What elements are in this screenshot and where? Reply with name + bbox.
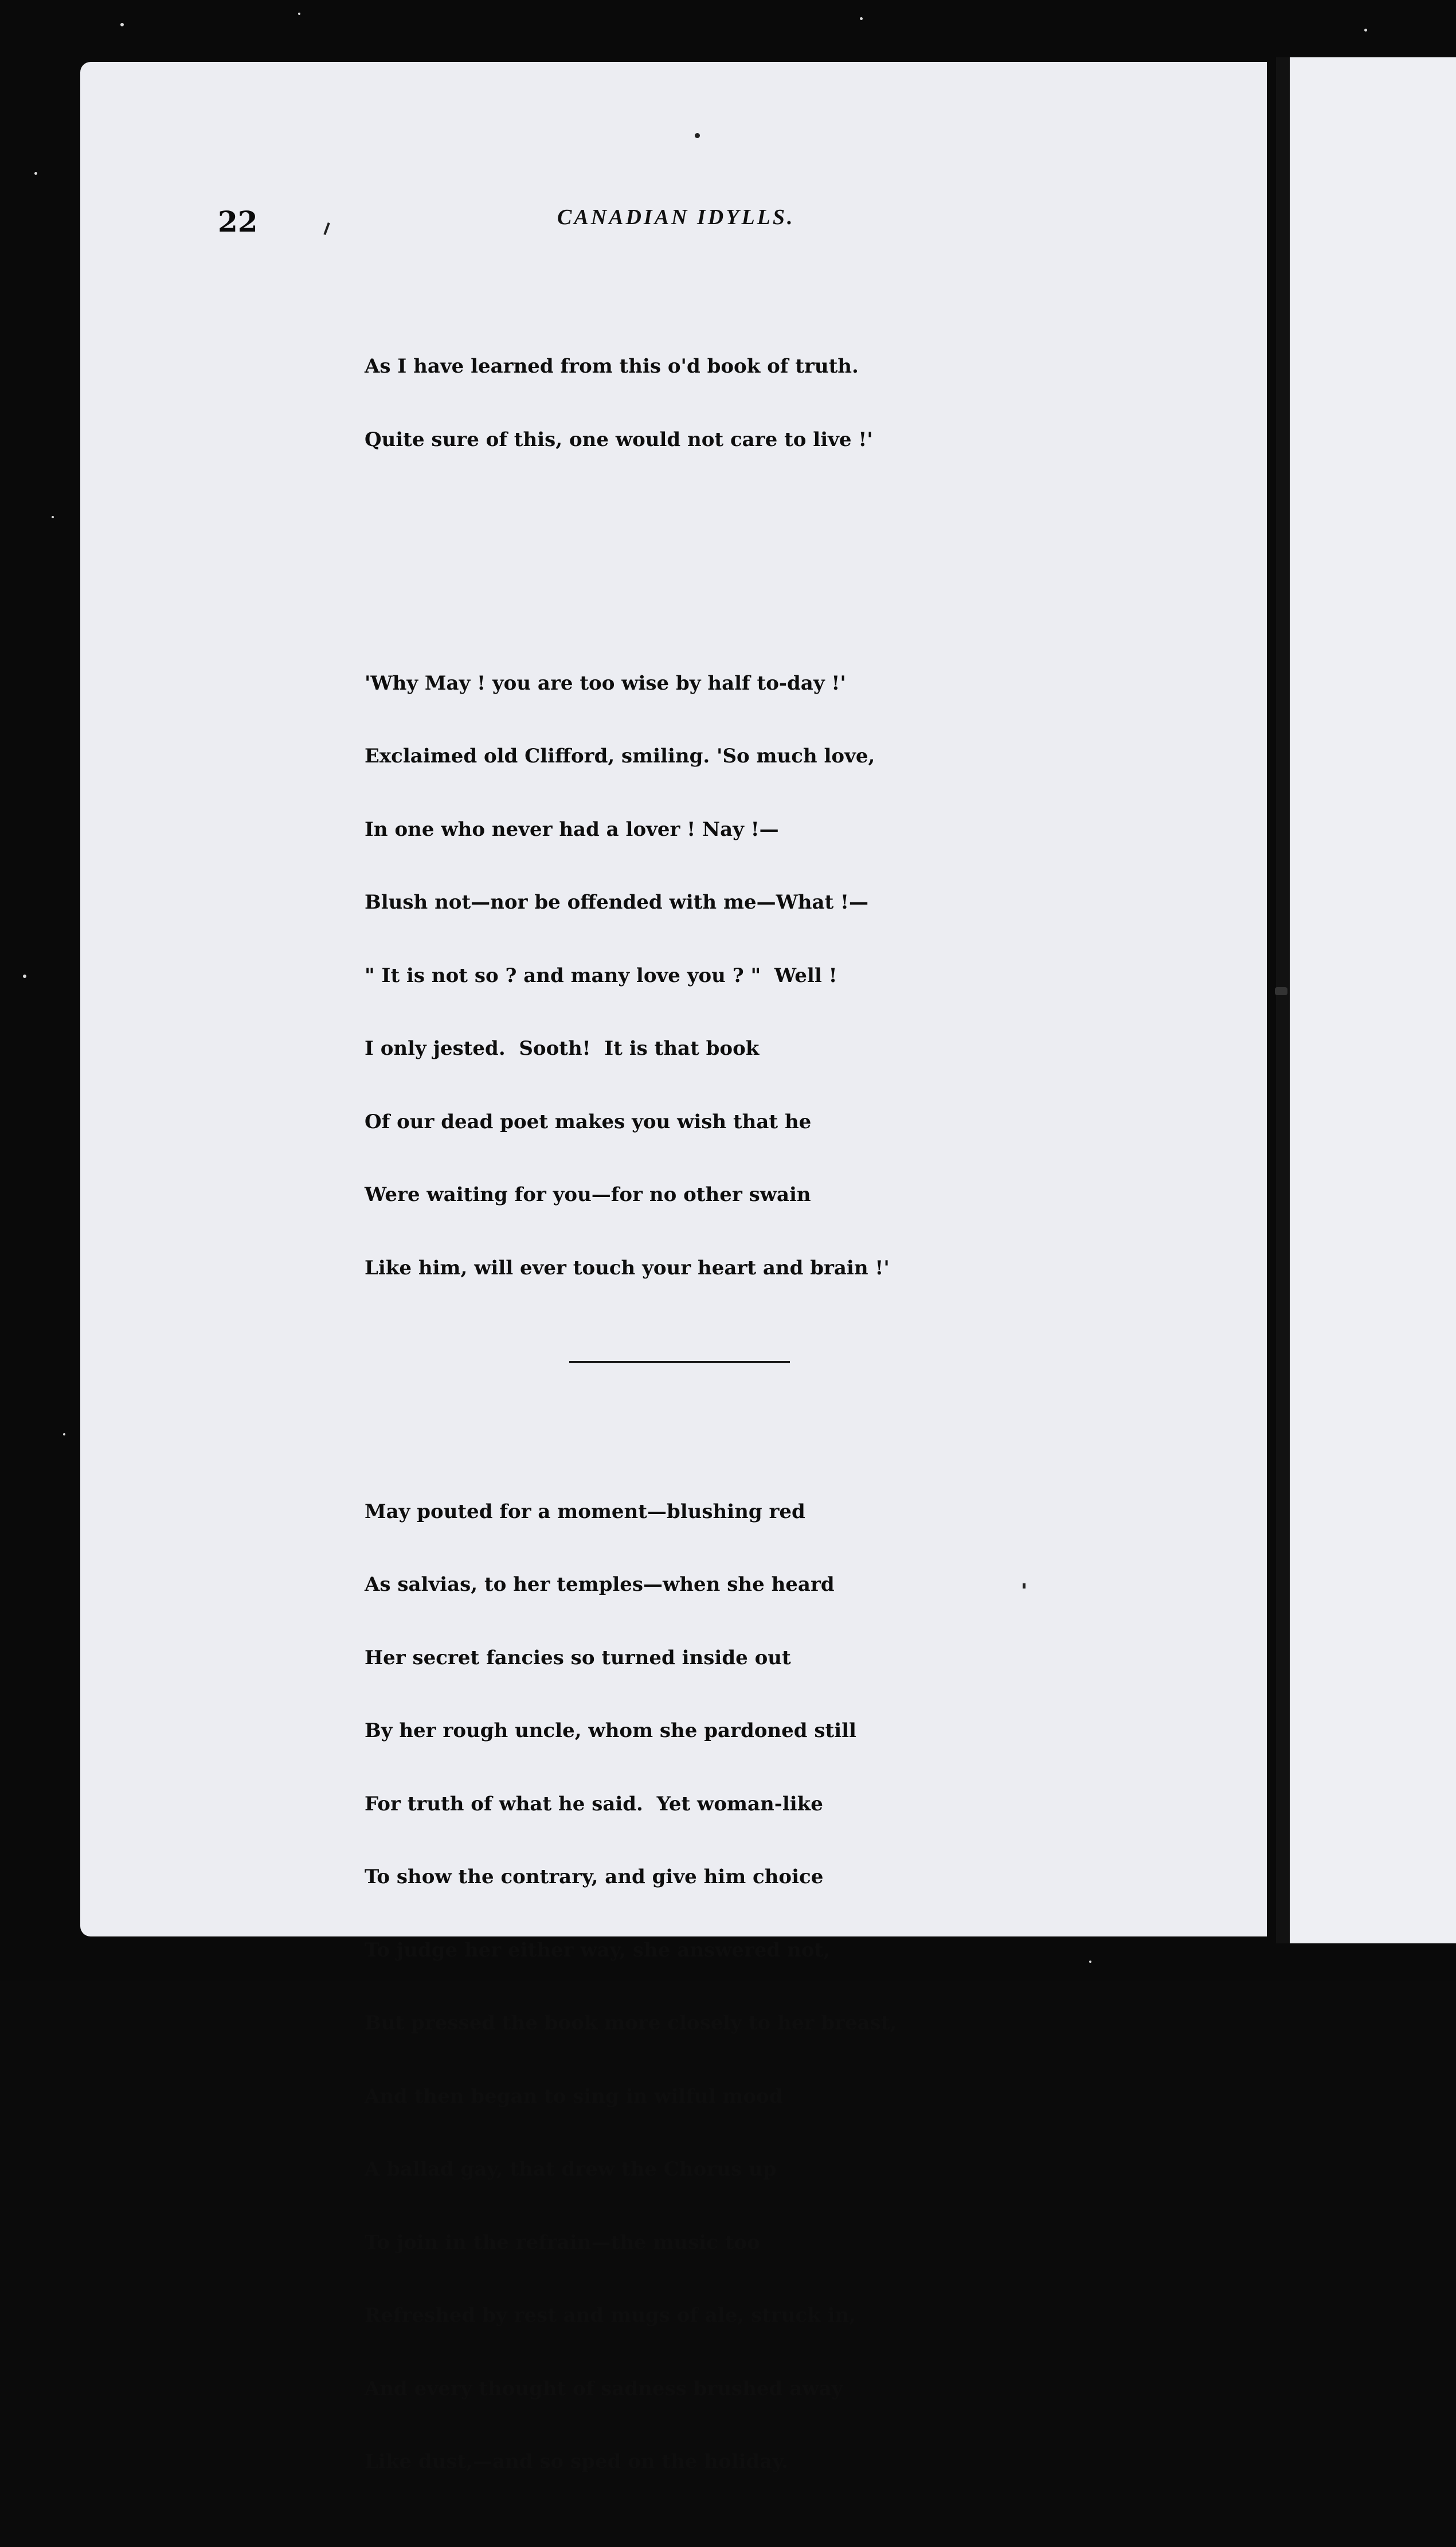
page-number: 22	[218, 205, 258, 238]
stanza	[365, 1451, 938, 2523]
poem-text	[365, 257, 938, 2547]
dust-speck	[23, 975, 26, 978]
poem-line: I only jested. Sooth! It is that book	[365, 1037, 760, 1060]
poem-line: Exclaimed old Clifford, smiling. 'So much love,	[365, 745, 875, 768]
dust-speck	[1089, 1961, 1091, 1963]
poem-line: By her rough uncle, whom she pardoned still	[365, 1719, 856, 1742]
poem-line: Were waiting for you—for no other swain	[365, 1183, 811, 1206]
poem-line: To show the contrary, and give him choice	[365, 1865, 824, 1888]
page-gutter	[1276, 57, 1290, 1943]
poem-line: To join in the refrain—the music too	[365, 2231, 760, 2254]
poem-line: " It is not so ? and many love you ? " Well !	[365, 964, 837, 987]
section-end-rule	[569, 1361, 790, 1363]
dust-speck	[34, 172, 37, 175]
dust-speck	[120, 23, 124, 26]
dust-speck	[52, 516, 54, 518]
ink-dot	[695, 133, 700, 138]
stanza	[365, 623, 938, 1329]
dust-speck	[1364, 29, 1367, 32]
poem-line: Her secret fancies so turned inside out	[365, 1646, 791, 1669]
stanza	[365, 306, 938, 500]
poem-line: But pressed the book more closely to her breast,	[365, 2012, 897, 2035]
poem-line: Like him, will ever touch your heart and brain !'	[365, 1256, 890, 1280]
dust-speck	[860, 17, 863, 20]
poem-line: In one who never had a lover ! Nay !—	[365, 817, 779, 841]
poem-line: May pouted for a moment—blushing red	[365, 1500, 805, 1523]
poem-line: As salvias, to her temples—when she heard	[365, 1573, 835, 1596]
poem-line: To judge her either way, she answered not,	[365, 1938, 831, 1962]
poem-line: Refreshed by rest and mugs of ale, struck in,	[365, 2304, 856, 2327]
poem-line: Quite sure of this, one would not care to live !'	[365, 428, 873, 451]
poem-line: 'Why May ! you are too wise by half to-day !'	[365, 671, 846, 695]
poem-line: A ballad gay, that drew the Chorus up	[365, 2158, 777, 2181]
dust-speck	[63, 1433, 65, 1435]
dust-speck	[298, 13, 300, 15]
poem-line: And every thought of sadness brushed away	[365, 2377, 843, 2400]
poem-line: Of our dead poet makes you wish that he	[365, 1110, 812, 1133]
ink-dot	[1275, 987, 1287, 995]
stanza-break	[365, 1378, 938, 1402]
running-head: CANADIAN IDYLLS.	[557, 205, 795, 229]
poem-line: As I have learned from this o'd book of truth.	[365, 355, 859, 378]
facing-page-edge	[1290, 57, 1456, 1943]
stanza-break	[365, 549, 938, 574]
poem-line: For truth of what he said. Yet woman-like	[365, 1792, 823, 1816]
ink-dot	[1023, 1583, 1026, 1589]
poem-line: And then began to sing in wilful mood	[365, 2084, 783, 2108]
poem-line: Blush not—nor be offended with me—What !—	[365, 891, 868, 914]
poem-line: Like dust,—and so sped on the holiday.	[365, 2450, 789, 2473]
